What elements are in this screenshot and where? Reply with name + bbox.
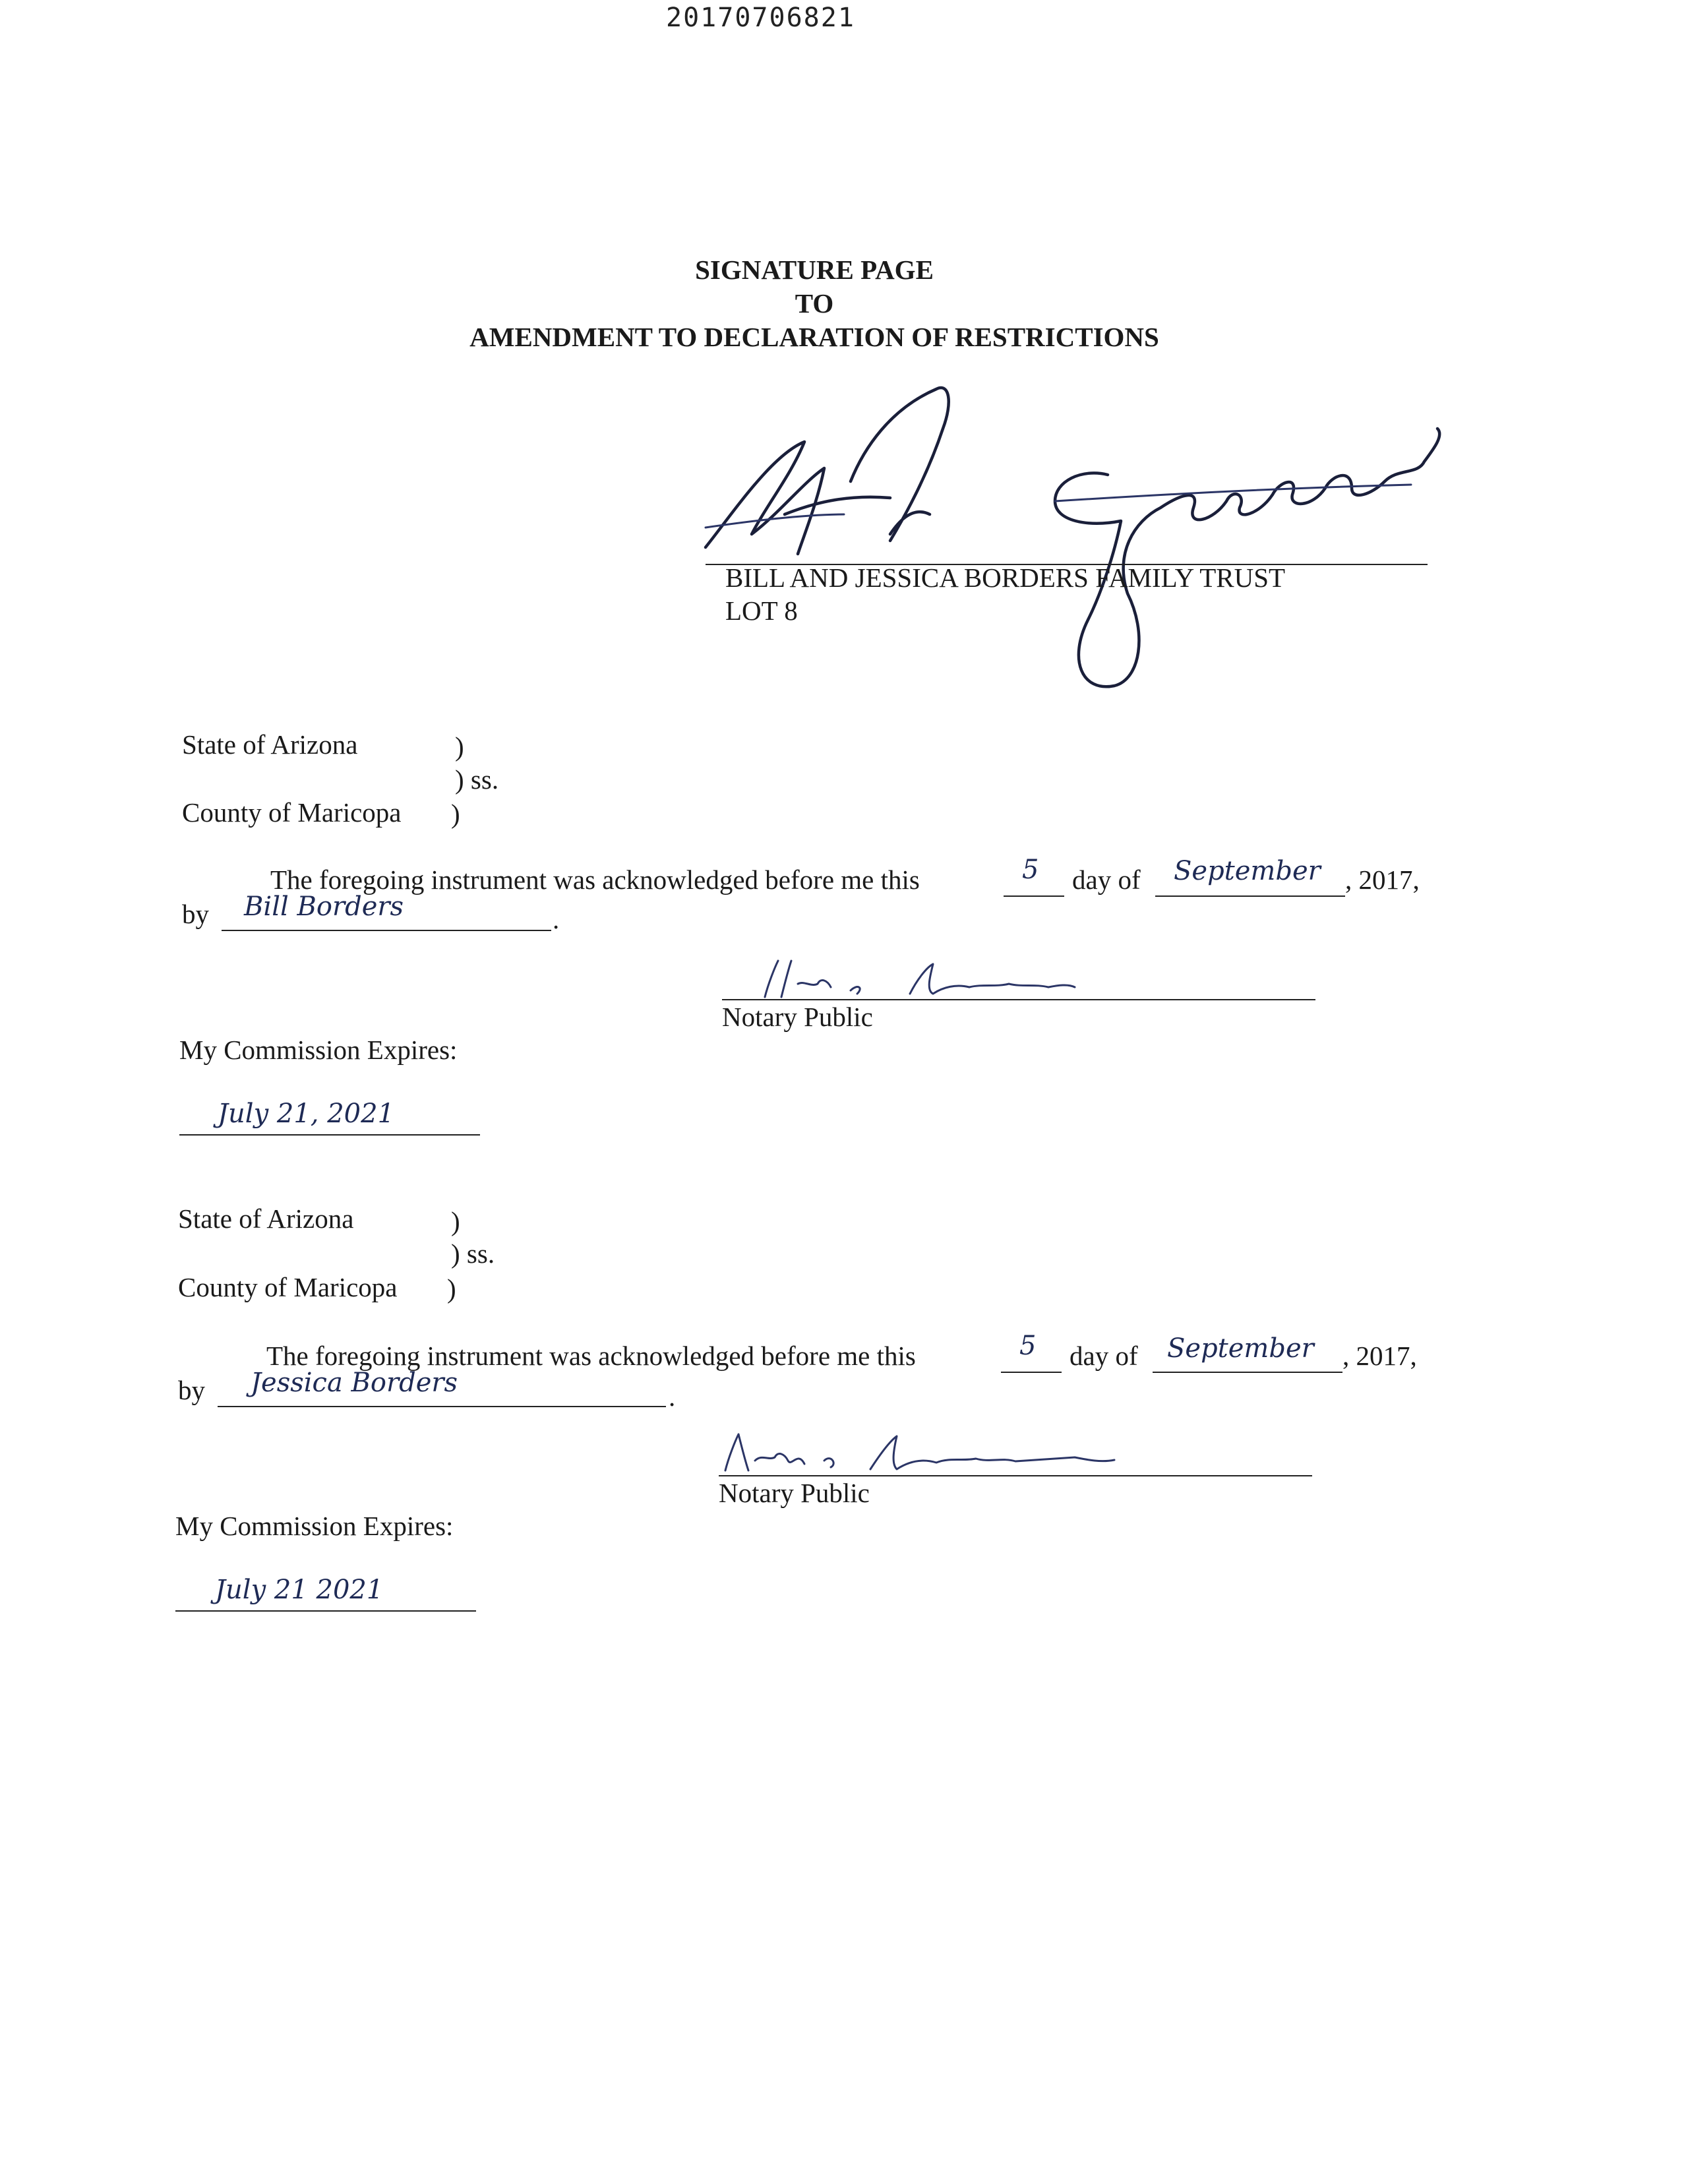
- by-period: .: [553, 904, 560, 934]
- acknowledged-by-line: [218, 1406, 666, 1407]
- state-label: State of Arizona: [182, 729, 358, 760]
- title-line-2: TO: [795, 288, 834, 318]
- county-label: County of Maricopa: [182, 797, 402, 828]
- commission-expires-label: My Commission Expires:: [179, 1035, 458, 1065]
- acknowledged-by-value: Bill Borders: [244, 892, 404, 922]
- by-label: by: [182, 899, 209, 929]
- commission-expires-value: July 21 2021: [215, 1575, 384, 1605]
- day-value: 5: [1019, 1331, 1037, 1361]
- month-value: September: [1174, 856, 1321, 886]
- notary-public-label: Notary Public: [722, 1002, 873, 1032]
- signatory-name: BILL AND JESSICA BORDERS FAMILY TRUST: [725, 562, 1286, 593]
- commission-expires-line: [175, 1610, 476, 1612]
- title-line-3: AMENDMENT TO DECLARATION OF RESTRICTIONS: [469, 322, 1159, 352]
- acknowledgment-text: The foregoing instrument was acknowledged before me this: [270, 864, 920, 895]
- year-text: , 2017,: [1345, 864, 1420, 895]
- ss-label: ) ss.: [455, 764, 499, 795]
- notary-signature-line-1: [722, 999, 1315, 1000]
- day-line: [1004, 895, 1064, 897]
- notary-signature-line-2: [719, 1475, 1312, 1476]
- notary-signature-1: [758, 957, 1128, 1004]
- year-text: , 2017,: [1342, 1341, 1417, 1371]
- venue-paren-top: ): [455, 731, 464, 762]
- ss-label: ) ss.: [451, 1238, 495, 1269]
- commission-expires-line: [179, 1134, 480, 1136]
- notary-public-label: Notary Public: [719, 1478, 870, 1508]
- day-line: [1001, 1372, 1062, 1373]
- county-label: County of Maricopa: [178, 1272, 398, 1302]
- day-value: 5: [1022, 855, 1039, 885]
- trust-signature-bill: [692, 382, 969, 567]
- day-of-label: day of: [1070, 1341, 1138, 1371]
- by-period: .: [669, 1381, 676, 1412]
- commission-expires-value: July 21, 2021: [218, 1099, 395, 1129]
- notary-signature-2: [719, 1431, 1141, 1477]
- signatory-lot: LOT 8: [725, 595, 798, 626]
- month-value: September: [1167, 1333, 1314, 1364]
- venue-paren-bottom: ): [451, 799, 460, 829]
- venue-paren-top: ): [451, 1206, 460, 1236]
- acknowledged-by-line: [222, 930, 551, 931]
- commission-expires-label: My Commission Expires:: [175, 1511, 454, 1541]
- title-line-1: SIGNATURE PAGE: [695, 255, 934, 285]
- month-line: [1155, 895, 1345, 897]
- by-label: by: [178, 1375, 205, 1405]
- recording-number: 20170706821: [666, 3, 855, 33]
- day-of-label: day of: [1072, 864, 1141, 895]
- month-line: [1153, 1372, 1342, 1373]
- acknowledgment-text: The foregoing instrument was acknowledged before me this: [266, 1341, 916, 1371]
- state-label: State of Arizona: [178, 1203, 354, 1234]
- acknowledged-by-value: Jessica Borders: [251, 1368, 458, 1398]
- venue-paren-bottom: ): [447, 1273, 456, 1304]
